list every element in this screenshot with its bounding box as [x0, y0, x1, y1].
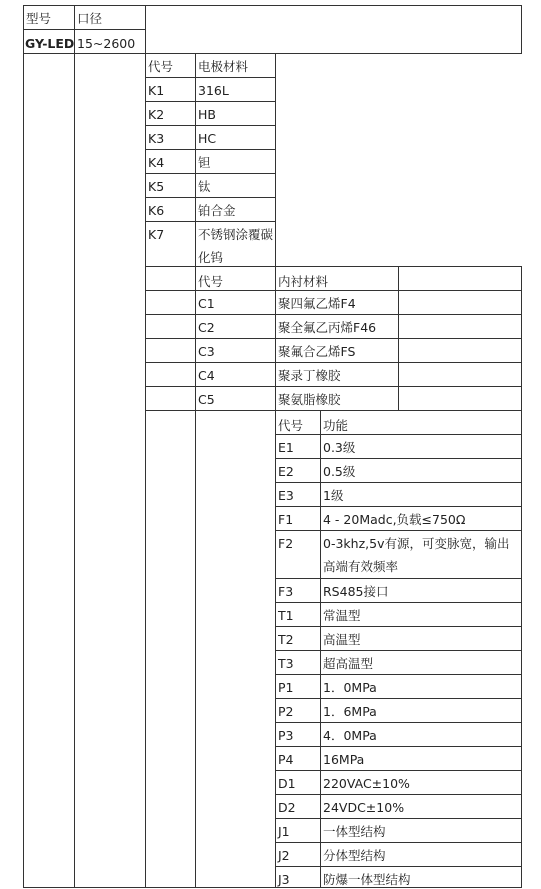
- electrode-material: HC: [198, 131, 217, 146]
- lining-code: C3: [198, 344, 215, 359]
- caliber-header: 口径: [77, 11, 103, 26]
- function-code: P3: [278, 728, 294, 743]
- lining-code: C2: [198, 320, 215, 335]
- function-value: 一体型结构: [323, 824, 386, 839]
- caliber-value: 15~2600: [77, 36, 136, 51]
- electrode-material: 铂合金: [198, 203, 236, 218]
- function-value: 防爆一体型结构: [323, 872, 411, 887]
- function-code: D2: [278, 800, 296, 815]
- function-value: 1．6MPa: [323, 704, 377, 719]
- electrode-material-header: 电极材料: [198, 59, 249, 74]
- function-code: E1: [278, 440, 294, 455]
- function-value: 分体型结构: [323, 848, 386, 863]
- lining-material-header: 内衬材料: [278, 274, 329, 289]
- function-value: 4．0MPa: [323, 728, 377, 743]
- grid-line: [23, 887, 197, 888]
- grid-line: [195, 887, 522, 888]
- grid-line: [23, 5, 24, 888]
- lining-code: C5: [198, 392, 215, 407]
- function-value: 0-3khz,5v有源，可变脉宽，输出高端有效频率: [323, 536, 510, 574]
- function-code: P2: [278, 704, 294, 719]
- grid-line: [275, 410, 522, 411]
- electrode-material: 钽: [198, 155, 211, 170]
- function-value: 24VDC±10%: [323, 800, 405, 815]
- electrode-code-header: 代号: [148, 59, 174, 74]
- function-code: E3: [278, 488, 294, 503]
- model-header: 型号: [26, 11, 52, 26]
- function-code: D1: [278, 776, 296, 791]
- function-code: P1: [278, 680, 294, 695]
- function-code: T1: [278, 608, 294, 623]
- function-code: J2: [278, 848, 290, 863]
- electrode-material: 316L: [198, 83, 229, 98]
- function-code: T3: [278, 656, 294, 671]
- function-value: 0.3级: [323, 440, 356, 455]
- function-value: 高温型: [323, 632, 361, 647]
- function-code: J1: [278, 824, 290, 839]
- lining-material: 聚四氟乙烯F4: [278, 296, 356, 311]
- function-value: 220VAC±10%: [323, 776, 410, 791]
- grid-line: [74, 5, 75, 888]
- lining-material: 聚氟合乙烯FS: [278, 344, 356, 359]
- grid-line: [145, 266, 522, 267]
- function-value: 4 - 20Madc,负载≤750Ω: [323, 512, 466, 527]
- function-code: F3: [278, 584, 294, 599]
- function-header: 功能: [323, 418, 349, 433]
- function-value: 1．0MPa: [323, 680, 377, 695]
- lining-material: 聚录丁橡胶: [278, 368, 341, 383]
- function-value: 常温型: [323, 608, 361, 623]
- electrode-code: K2: [148, 107, 165, 122]
- function-value: RS485接口: [323, 584, 389, 599]
- function-code-header: 代号: [278, 418, 304, 433]
- electrode-code: K6: [148, 203, 165, 218]
- function-value: 1级: [323, 488, 344, 503]
- lining-code-header: 代号: [198, 274, 224, 289]
- lining-material: 聚全氟乙丙烯F46: [278, 320, 377, 335]
- grid-line: [275, 53, 276, 267]
- model-value: GY-LED: [25, 36, 74, 51]
- function-value: 0.5级: [323, 464, 356, 479]
- function-value: 超高温型: [323, 656, 374, 671]
- electrode-code: K7: [148, 227, 165, 242]
- lining-material: 聚氨脂橡胶: [278, 392, 341, 407]
- grid-line: [398, 266, 399, 411]
- function-code: P4: [278, 752, 294, 767]
- electrode-material: 钛: [198, 179, 211, 194]
- function-code: J3: [278, 872, 290, 887]
- lining-code: C4: [198, 368, 215, 383]
- electrode-code: K5: [148, 179, 165, 194]
- electrode-code: K3: [148, 131, 165, 146]
- function-value: 16MPa: [323, 752, 365, 767]
- electrode-material: 不锈钢涂覆碳化钨: [198, 227, 274, 265]
- electrode-code: K4: [148, 155, 165, 170]
- function-code: F1: [278, 512, 294, 527]
- function-code: T2: [278, 632, 294, 647]
- electrode-material: HB: [198, 107, 216, 122]
- lining-code: C1: [198, 296, 215, 311]
- grid-line: [521, 5, 522, 54]
- electrode-code: K1: [148, 83, 165, 98]
- function-code: E2: [278, 464, 294, 479]
- function-code: F2: [278, 536, 294, 551]
